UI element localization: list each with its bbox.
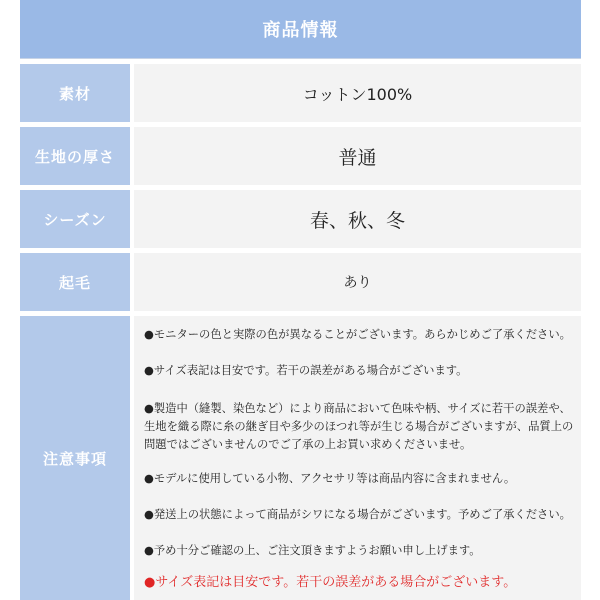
bullet-icon: ● <box>144 402 154 415</box>
season-value: 春、秋、冬 <box>134 190 581 248</box>
table-header <box>20 0 581 58</box>
brushed-label: 起毛 <box>20 253 130 311</box>
notes-label: 注意事項 <box>20 316 130 600</box>
table-title: 商品情報 <box>262 20 339 41</box>
note-text: モデルに使用している小物、アクセサリ等は商品内容に含まれません。 <box>153 472 516 485</box>
thickness-label: 生地の厚さ <box>20 127 130 185</box>
bullet-icon: ● <box>144 364 154 377</box>
bullet-icon: ● <box>144 328 154 341</box>
notes-list <box>134 316 581 600</box>
spec-row-brushed <box>20 253 581 311</box>
bullet-icon: ● <box>144 508 154 521</box>
spec-row-thickness <box>20 127 581 185</box>
note-item <box>144 400 574 454</box>
thickness-value: 普通 <box>134 127 581 185</box>
note-item <box>144 542 574 560</box>
note-text: サイズ表記は目安です。若干の誤差がある場合がございます。 <box>155 575 517 590</box>
note-item <box>144 326 574 344</box>
spec-row-season <box>20 190 581 248</box>
material-value: コットン100% <box>134 64 581 122</box>
note-text: 製造中（縫製、染色など）により商品において色味や柄、サイズに若干の誤差や、生地を織る際に糸の継ぎ目や多少のほつれ等が生じる場合がございますが、品質上の問題ではございませんのでご了承の上お買い求めくださいませ。 <box>144 402 574 451</box>
note-item <box>144 470 574 488</box>
season-label: シーズン <box>20 190 130 248</box>
bullet-icon: ● <box>144 575 156 590</box>
note-text: モニターの色と実際の色が異なることがございます。あらかじめご了承ください。 <box>153 328 571 341</box>
note-text: 予め十分ご確認の上、ご注文頂きますようお願い申し上げます。 <box>153 544 481 557</box>
note-text: 発送上の状態によって商品がシワになる場合がございます。予めご了承ください。 <box>153 508 571 521</box>
note-item <box>144 362 574 380</box>
notes-row <box>20 316 581 600</box>
bullet-icon: ● <box>144 544 154 557</box>
spec-row-material <box>20 64 581 122</box>
note-item-warning <box>144 574 574 592</box>
brushed-value: あり <box>134 253 581 311</box>
note-item <box>144 506 574 524</box>
note-text: サイズ表記は目安です。若干の誤差がある場合がございます。 <box>153 364 468 377</box>
product-info-table <box>20 0 581 600</box>
material-label: 素材 <box>20 64 130 122</box>
bullet-icon: ● <box>144 472 154 485</box>
